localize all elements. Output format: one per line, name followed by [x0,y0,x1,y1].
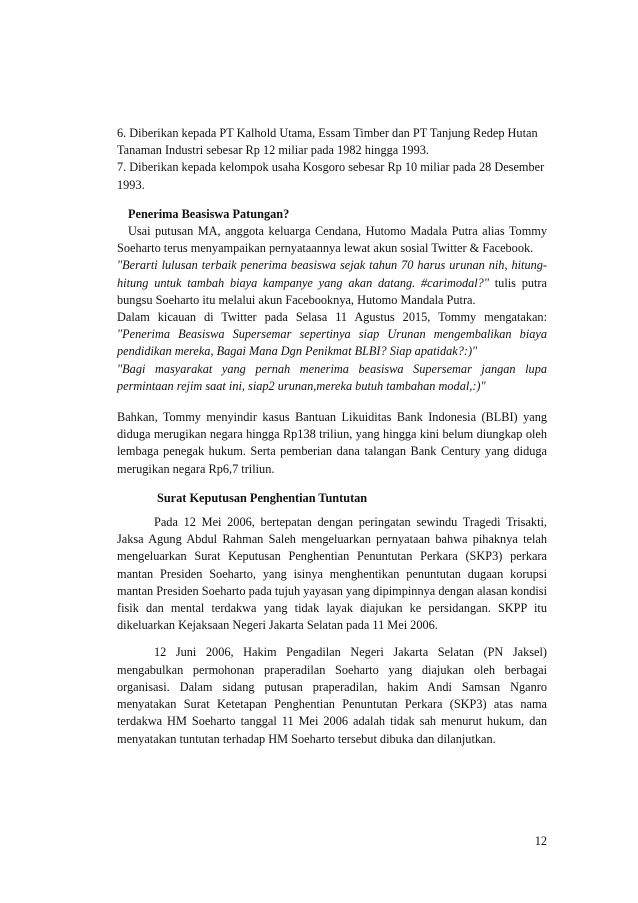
heading-beasiswa: Penerima Beasiswa Patungan? [128,206,290,221]
paragraph-twitter [117,309,547,361]
paragraph-quote-3 [117,361,547,395]
list-item-7: 7. Diberikan kepada kelompok usaha Kosgoro sebesar Rp 10 miliar pada 28 Desember 1993. [117,160,545,192]
heading-skp3: Surat Keputusan Penghentian Tuntutan [157,490,368,505]
quote-3: "Bagi masyarakat yang pernah menerima beasiswa Supersemar jangan lupa permintaan rejim saat ini, siap2 urunan,mereka butuh tambahan modal,:)" [117,361,547,393]
paragraph-quote-1 [117,257,547,309]
paragraph-blbi: Bahkan, Tommy menyindir kasus Bantuan Likuiditas Bank Indonesia (BLBI) yang diduga merugikan negara hingga Rp138 triliun, yang hingga kini belum diungkap oleh lembaga penegak hukum. Serta pemberian dana talangan Bank Century yang diduga merugikan negara Rp6,7 triliun. [117,410,547,476]
quote-1-attribution: tulis putra bungsu Soeharto itu melalui akun Facebooknya, Hutomo Mandala Putra. [117,275,547,307]
quote-2: "Penerima Beasiswa Supersemar sepertinya siap Urunan mengembalikan biaya pendidikan mereka, Bagai Mana Dgn Penikmat BLBI? Siap apatidak?:)" [117,327,547,359]
paragraph-beasiswa-intro: Usai putusan MA, anggota keluarga Cendana, Hutomo Madala Putra alias Tommy Soeharto terus menyampaikan pernyataannya lewat akun sosial Twitter & Facebook. [117,224,547,256]
paragraph-skp3-2: 12 Juni 2006, Hakim Pengadilan Negeri Jakarta Selatan (PN Jaksel) mengabulkan permohonan praperadilan Soeharto yang diajukan oleh berbagai organisasi. Dalam sidang putusan praperadilan, hakim Andi Samsan Nganro menyatakan Surat Ketetapan Penghentian Penuntutan Perkara (SKP3) atas nama terdakwa HM Soeharto tanggal 11 Mei 2006 adalah tidak sah menurut hukum, dan menyatakan tuntutan terhadap HM Soeharto tersebut dibuka dan dilanjutkan. [117,645,547,746]
twitter-intro: Dalam kicauan di Twitter pada Selasa 11 Agustus 2015, Tommy mengatakan: [117,310,547,325]
paragraph-skp3-1: Pada 12 Mei 2006, bertepatan dengan peringatan sewindu Tragedi Trisakti, Jaksa Agung Abdul Rahman Saleh mengeluarkan pernyataan bahwa pihaknya telah mengeluarkan Surat Keputusan Penghentian Penuntutan Perkara (SKP3) perkara mantan Presiden Soeharto, yang isinya menghentikan penuntutan dugaan korupsi mantan Presiden Soeharto pada tujuh yayasan yang dipimpinnya dengan alasan kondisi fisik dan mental terdakwa yang tidak layak diajukan ke persidangan. SKPP itu dikeluarkan Kejaksaan Negeri Jakarta Selatan pada 11 Mei 2006. [117,515,547,633]
list-item-6: 6. Diberikan kepada PT Kalhold Utama, Essam Timber dan PT Tanjung Redep Hutan Tanaman Industri sebesar Rp 12 miliar pada 1982 hingga 1993. [117,126,538,158]
page-body [117,125,547,748]
quote-1: "Berarti lulusan terbaik penerima beasiswa sejak tahun 70 harus urunan nih, hitung-hitung untuk tambah biaya kampanye yang akan datang. #carimodal?" [117,258,547,290]
page-number: 12 [534,834,547,848]
